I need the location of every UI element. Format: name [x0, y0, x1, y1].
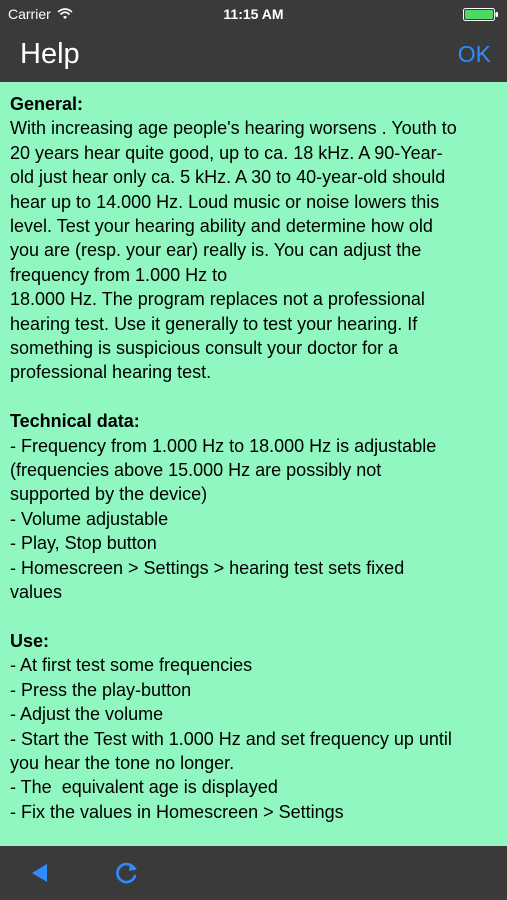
general-text-line: 18.000 Hz. The program replaces not a professional — [10, 289, 425, 310]
ok-button[interactable]: OK — [457, 41, 491, 67]
technical-text-line: - Play, Stop button — [10, 533, 157, 554]
use-text-line: - The equivalent age is displayed — [10, 777, 278, 798]
general-text-line: you are (resp. your ear) really is. You can adjust the — [10, 240, 422, 261]
page-title: Help — [20, 38, 80, 70]
general-text-line: professional hearing test. — [10, 362, 212, 383]
general-heading: General: — [10, 94, 84, 114]
technical-text-line: supported by the device) — [10, 484, 208, 505]
general-text-line: hearing test. Use it generally to test your hearing. If — [10, 313, 418, 334]
bottom-toolbar — [0, 846, 507, 900]
status-bar — [0, 0, 507, 28]
general-text-line: frequency from 1.000 Hz to — [10, 264, 228, 285]
section-spacer — [10, 605, 500, 629]
general-text-line: old just hear only ca. 5 kHz. A 30 to 40-year-old should — [10, 167, 446, 188]
use-heading: Use: — [10, 630, 50, 651]
technical-text-line: - Volume adjustable — [10, 508, 169, 529]
technical-text-line: - Homescreen > Settings > hearing test sets fixed — [10, 557, 405, 578]
use-text-line: - Fix the values in Homescreen > Settings — [10, 801, 344, 822]
reload-icon[interactable] — [114, 860, 140, 886]
battery-icon — [463, 8, 499, 21]
section-spacer — [10, 385, 500, 409]
general-text-line: something is suspicious consult your doctor for a — [10, 338, 399, 359]
technical-text-line: values — [10, 582, 63, 603]
back-arrow-icon[interactable] — [28, 861, 50, 885]
status-time: 11:15 AM — [223, 6, 284, 22]
use-text-line: you hear the tone no longer. — [10, 752, 235, 773]
use-text-line: - At first test some frequencies — [10, 655, 253, 676]
use-text-line: - Adjust the volume — [10, 704, 164, 725]
general-text-line: hear up to 14.000 Hz. Loud music or noise lowers this — [10, 191, 440, 212]
technical-text-line: (frequencies above 15.000 Hz are possibly not — [10, 460, 382, 481]
carrier-label: Carrier — [8, 6, 51, 22]
general-text-line: level. Test your hearing ability and determine how old — [10, 216, 433, 237]
navigation-bar — [0, 28, 507, 82]
technical-text-line: - Frequency from 1.000 Hz to 18.000 Hz is adjustable — [10, 435, 437, 456]
use-text-line: - Start the Test with 1.000 Hz and set frequency up until — [10, 728, 452, 749]
technical-data-heading: Technical data: — [10, 411, 140, 432]
general-text-line: 20 years hear quite good, up to ca. 18 kHz. A 90-Year- — [10, 142, 443, 163]
general-text-line: With increasing age people's hearing worsens . Youth to — [10, 118, 457, 139]
use-text-line: - Press the play-button — [10, 679, 192, 700]
help-content — [10, 92, 500, 824]
